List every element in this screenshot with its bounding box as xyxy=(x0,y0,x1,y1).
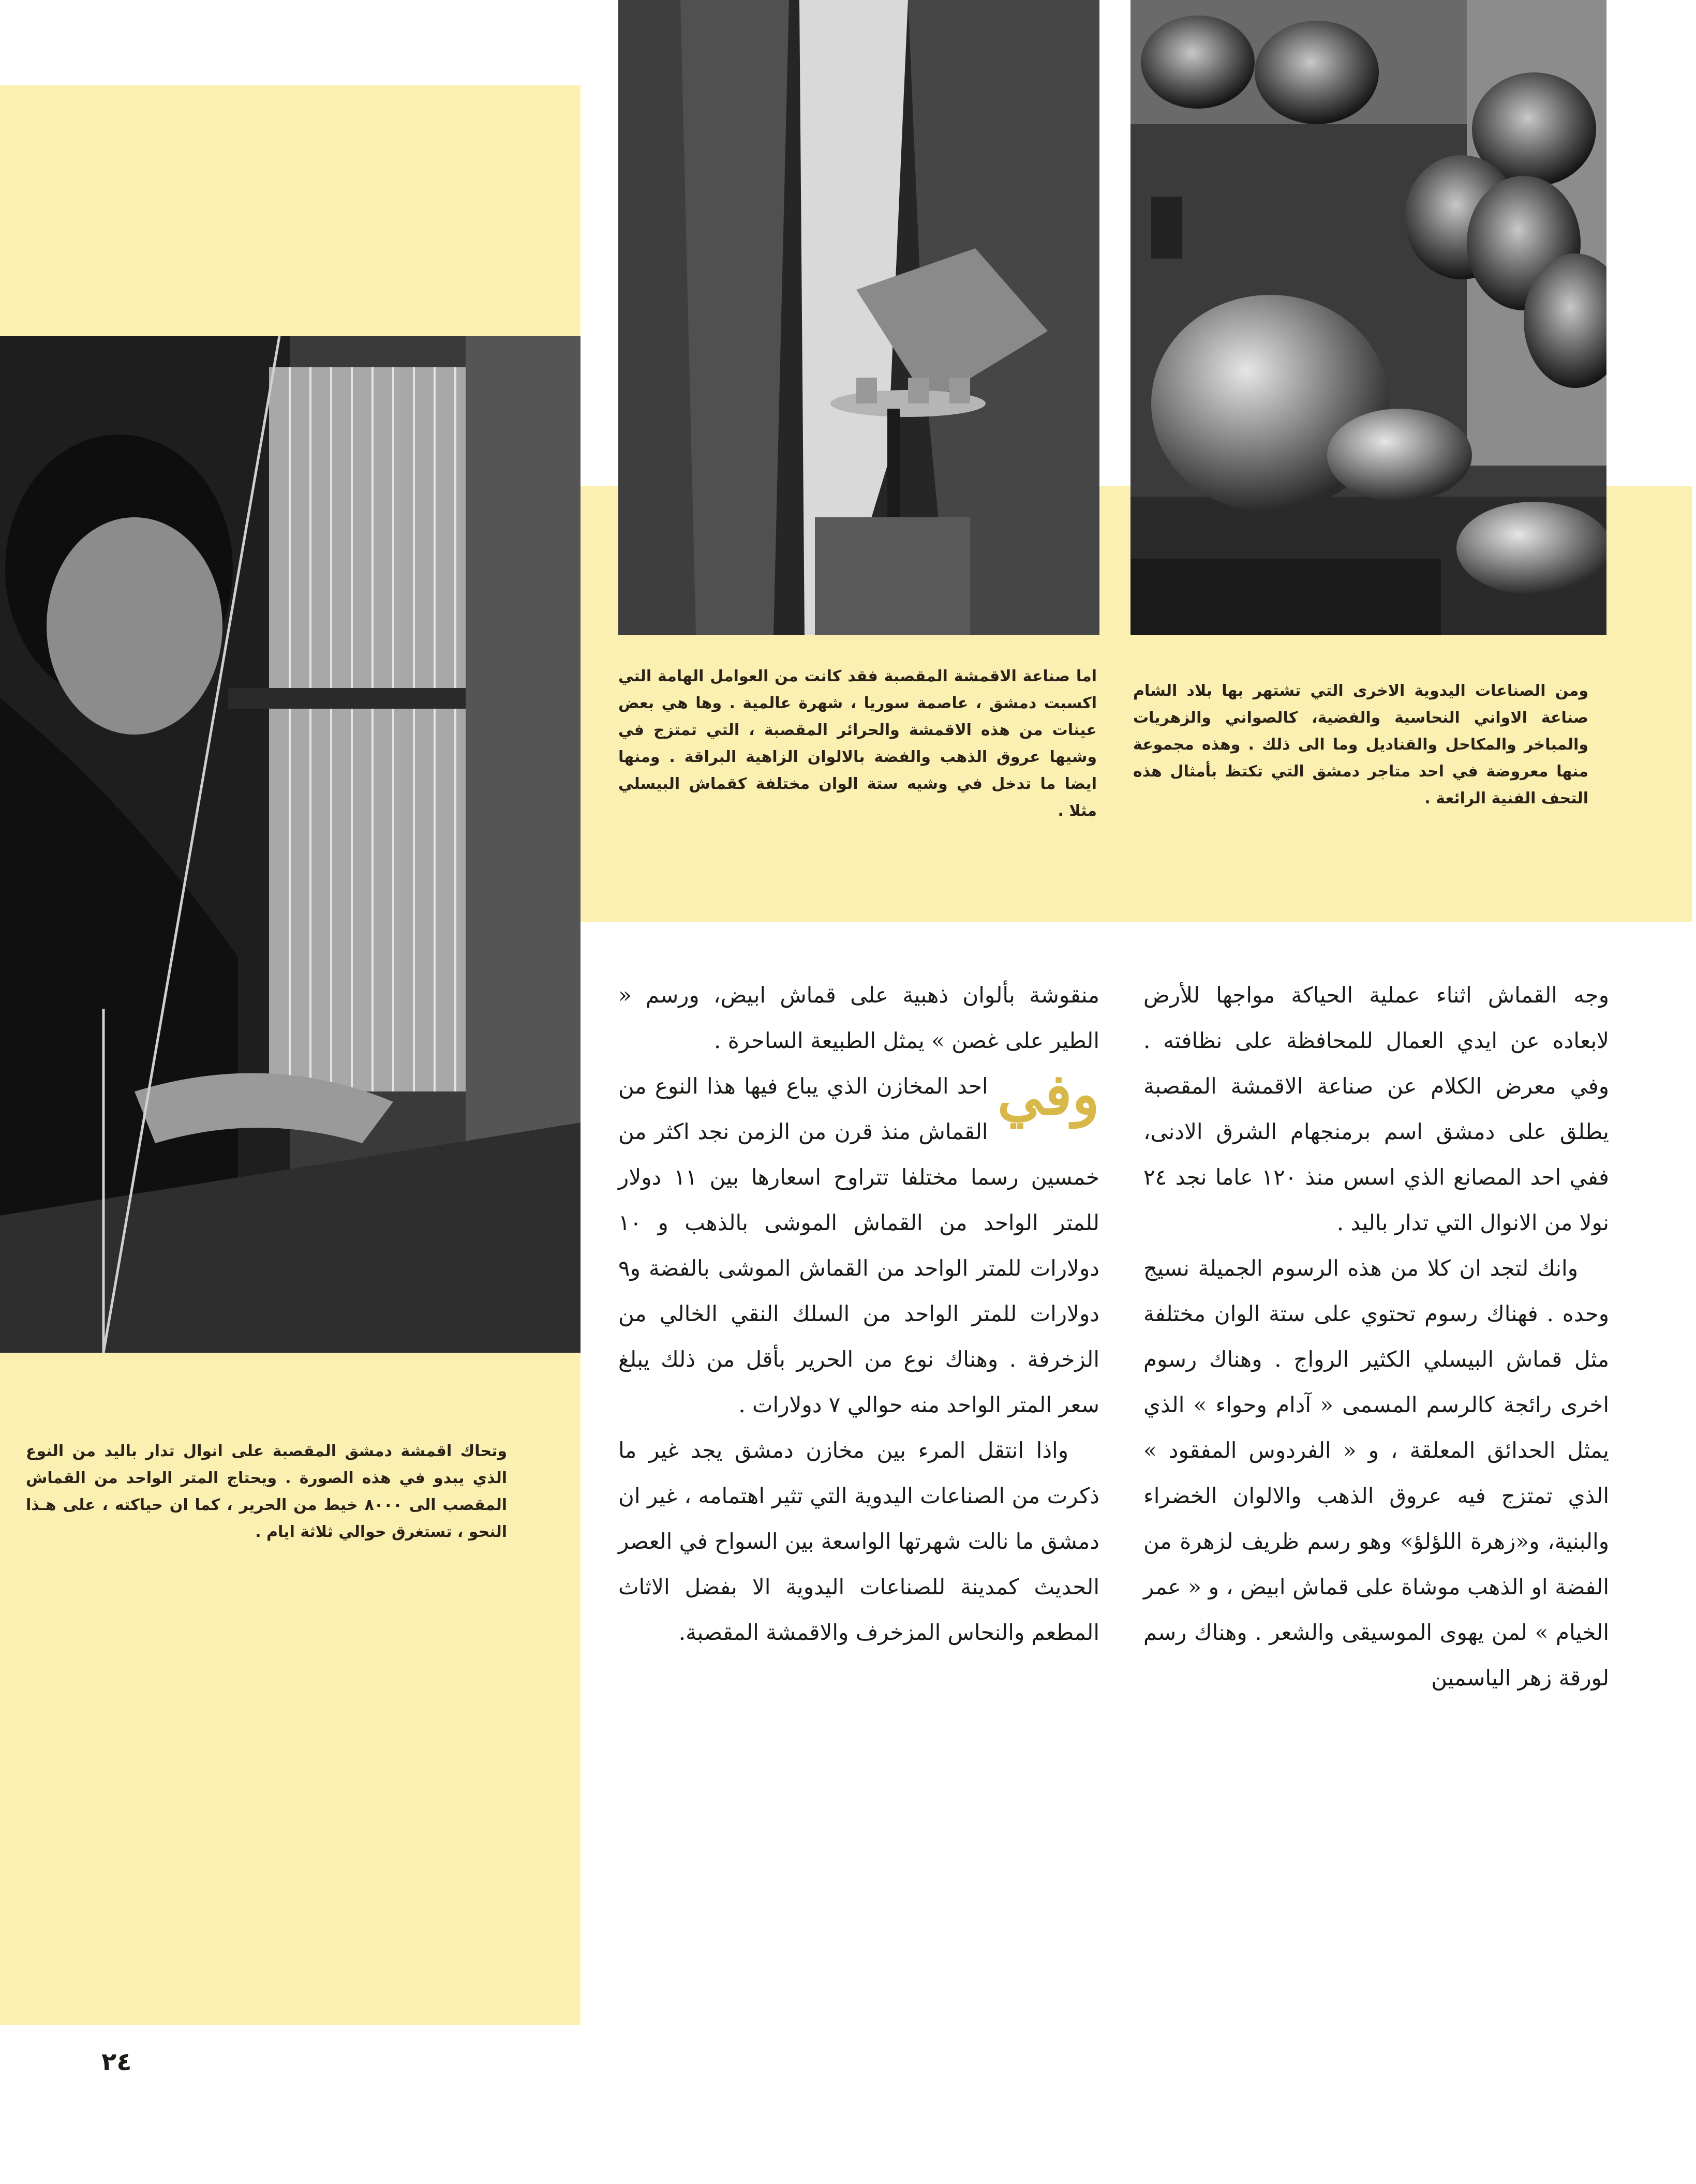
page-number: ٢٤ xyxy=(101,2047,132,2076)
metal-trays-caption: ومن الصناعات اليدوية الاخرى التي تشتهر بها بلاد الشام صناعة الاواني النحاسية والفضية، كالصواني والزهريات والمباخر والمكاحل والقناديل وما الى ذلك . وهذه مجموعة منها معروضة في احد متاجر دمشق التي تكتظ بأمثال هذه التحف الفنية الرائعة . xyxy=(1133,682,1588,807)
fabrics-caption: اما صناعة الاقمشة المقصبة فقد كانت من العوامل الهامة التي اكسبت دمشق ، عاصمة سوريا ، شهرة عالمية . وها هي بعض عينات من هذه الاقمشة والحرائر المقصبة ، التي تمتزج في وشيها عروق الذهب والفضة بالالوان الزاهية البراقة . ومنها ايضا ما تدخل في وشيه ستة الوان مختلفة كقماش البيسلي مثلا . xyxy=(618,667,1097,820)
article-paragraph: واذا انتقل المرء بين مخازن دمشق يجد غير ما ذكرت من الصناعات اليدوية التي تثير اهتمامه ، غير ان دمشق ما نالت شهرتها الواسعة بين السواح في العصر الحديث كمدينة للصناعات اليدوية الا بفضل الاثاث المطعم والنحاس المزخرف والاقمشة المقصبة. xyxy=(618,1438,1099,1645)
metal-trays-photo xyxy=(1130,0,1606,635)
article-column-left xyxy=(618,973,1099,1655)
article-paragraph: وانك لتجد ان كلا من هذه الرسوم الجميلة نسيج وحده . فهناك رسوم تحتوي على ستة الوان مختلفة مثل قماش البيسلي الكثير الرواج . وهناك رسوم اخرى رائجة كالرسم المسمى « آدام وحواء » الذي يمثل الحدائق المعلقة ، و « الفردوس المفقود » الذي تمتزج فيه عروق الذهب والالوان الخضراء والبنية، و«زهرة اللؤلؤ» وهو رسم ظريف لزهرة من الفضة او الذهب موشاة على قماش ابيض ، و « عمر الخيام » لمن يهوى الموسيقى والشعر . وهناك رسم لورقة زهر الياسمين xyxy=(1143,1255,1609,1691)
loom-caption: وتحاك اقمشة دمشق المقصبة على انوال تدار باليد من النوع الذي يبدو في هذه الصورة . ويحتاج المتر الواحد من القماش المقصب الى ٨٠٠٠ خيط من الحرير ، كما ان حياكته ، على هـذا النحو ، تستغرق حوالي ثلاثة ايام . xyxy=(26,1442,507,1541)
article-column-right xyxy=(1143,973,1609,1701)
article-paragraph: وجه القماش اثناء عملية الحياكة مواجها للأرض لابعاده عن ايدي العمال للمحافظة على نظافته . وفي معرض الكلام عن صناعة الاقمشة المقصبة يطلق على دمشق اسم برمنجهام الشرق الادنى، ففي احد المصانع الذي اسس منذ ١٢٠ عاما نجد ٢٤ نولا من الانوال التي تدار باليد . xyxy=(1143,982,1609,1235)
loom-weaver-photo xyxy=(0,336,581,1353)
article-paragraph: منقوشة بألوان ذهبية على قماش ابيض، ورسم « الطير على غصن » يمثل الطبيعة الساحرة . xyxy=(618,982,1099,1053)
article-paragraph: احد المخازن الذي يباع فيها هذا النوع من القماش منذ قرن من الزمن نجد اكثر من خمسين رسما مختلفا تتراوح اسعارها بين ١١ دولار للمتر الواحد من القماش الموشى بالذهب و ١٠ دولارات للمتر الواحد من القماش الموشى بالفضة و٩ دولارات للمتر الواحد من السلك النقي الخالي من الزخرفة . وهناك نوع من الحرير بأقل من ذلك يبلغ سعر المتر الواحد منه حوالي ٧ دولارات . xyxy=(618,1073,1099,1417)
fabrics-photo xyxy=(618,0,1099,635)
drop-cap: وفي xyxy=(997,1061,1099,1128)
